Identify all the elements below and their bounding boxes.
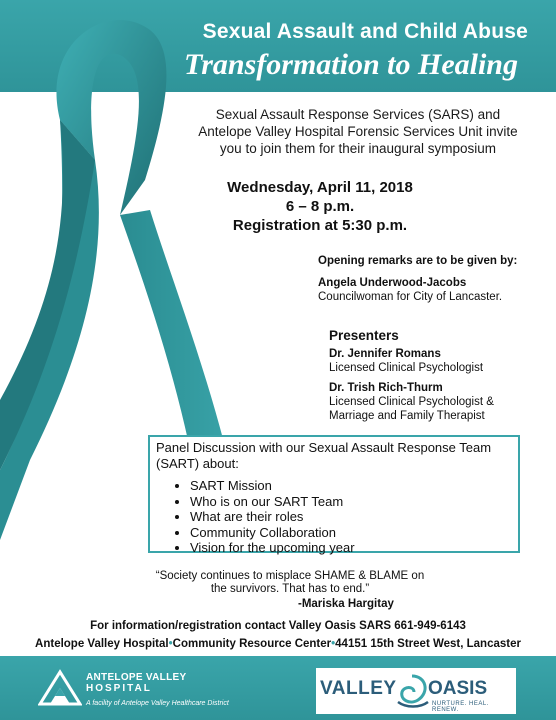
presenter-role: Licensed Clinical Psychologist [329, 362, 484, 374]
panel-intro: Panel Discussion with our Sexual Assault Response Team [156, 440, 492, 455]
remarks-heading: Opening remarks are to be given by: [318, 255, 518, 267]
avh-name-line: ANTELOPE VALLEY [86, 672, 187, 683]
speaker-name: Angela Underwood-Jacobs [318, 277, 467, 289]
event-details [200, 178, 440, 235]
intro-line: Antelope Valley Hospital Forensic Services Unit invite [198, 124, 518, 139]
oasis-swirl-icon [392, 672, 432, 710]
quote-line: “Society continues to misplace SHAME & BLAME on [155, 570, 425, 582]
list-item: • SART Mission [190, 478, 512, 494]
bullet-icon: • [168, 638, 173, 650]
bullet-icon: • [331, 638, 336, 650]
avh-tagline: A facility of Antelope Valley Healthcare District [86, 700, 229, 707]
avh-name-line: HOSPITAL [86, 683, 152, 694]
quote-line: the survivors. That has to end.” [210, 583, 370, 595]
presenter-name: Dr. Jennifer Romans [329, 348, 441, 360]
vo-oasis-text: OASIS [428, 678, 488, 699]
avh-logo-text [86, 672, 186, 694]
list-item: • Community Collaboration [190, 525, 512, 541]
event-registration: Registration at 5:30 p.m. [232, 217, 408, 234]
address-center: Community Resource Center [172, 638, 332, 650]
quote-text [140, 570, 440, 596]
presenter-name: Dr. Trish Rich-Thurm [329, 382, 443, 394]
panel-discussion-box [148, 435, 520, 553]
antelope-valley-hospital-logo-icon [38, 668, 82, 708]
event-time: 6 – 8 p.m. [285, 198, 355, 215]
remarks-speaker [318, 276, 502, 304]
address-venue: Antelope Valley Hospital [35, 638, 169, 650]
quote-author: -Mariska Hargitay [298, 598, 394, 610]
address-street: 44151 15th Street West, Lancaster [335, 638, 521, 650]
list-item: • Who is on our SART Team [190, 494, 512, 510]
topic-list [156, 478, 512, 556]
speaker-role: Councilwoman for City of Lancaster. [318, 291, 503, 303]
presenter [329, 381, 494, 423]
intro-text [178, 106, 538, 157]
list-item: • What are their roles [190, 509, 512, 525]
presenters-heading: Presenters [329, 328, 399, 343]
valley-oasis-logo [316, 668, 516, 714]
panel-intro: (SART) about: [156, 456, 239, 471]
presenter-role: Marriage and Family Therapist [329, 410, 485, 422]
presenter [329, 347, 483, 375]
address-line [0, 638, 556, 650]
vo-valley-text: VALLEY [320, 678, 397, 699]
vo-tagline: NURTURE. HEAL. RENEW. [432, 701, 489, 713]
presenter-role: Licensed Clinical Psychologist & [329, 396, 494, 408]
contact-line: For information/registration contact Valley Oasis SARS 661-949-6143 [90, 620, 466, 632]
page-subtitle: Transformation to Healing [184, 48, 518, 81]
intro-line: Sexual Assault Response Services (SARS) and [215, 107, 501, 122]
page-title: Sexual Assault and Child Abuse [202, 20, 528, 43]
intro-line: you to join them for their inaugural symposium [219, 141, 497, 156]
event-date: Wednesday, April 11, 2018 [227, 179, 413, 196]
list-item: • Vision for the upcoming year [190, 540, 512, 556]
